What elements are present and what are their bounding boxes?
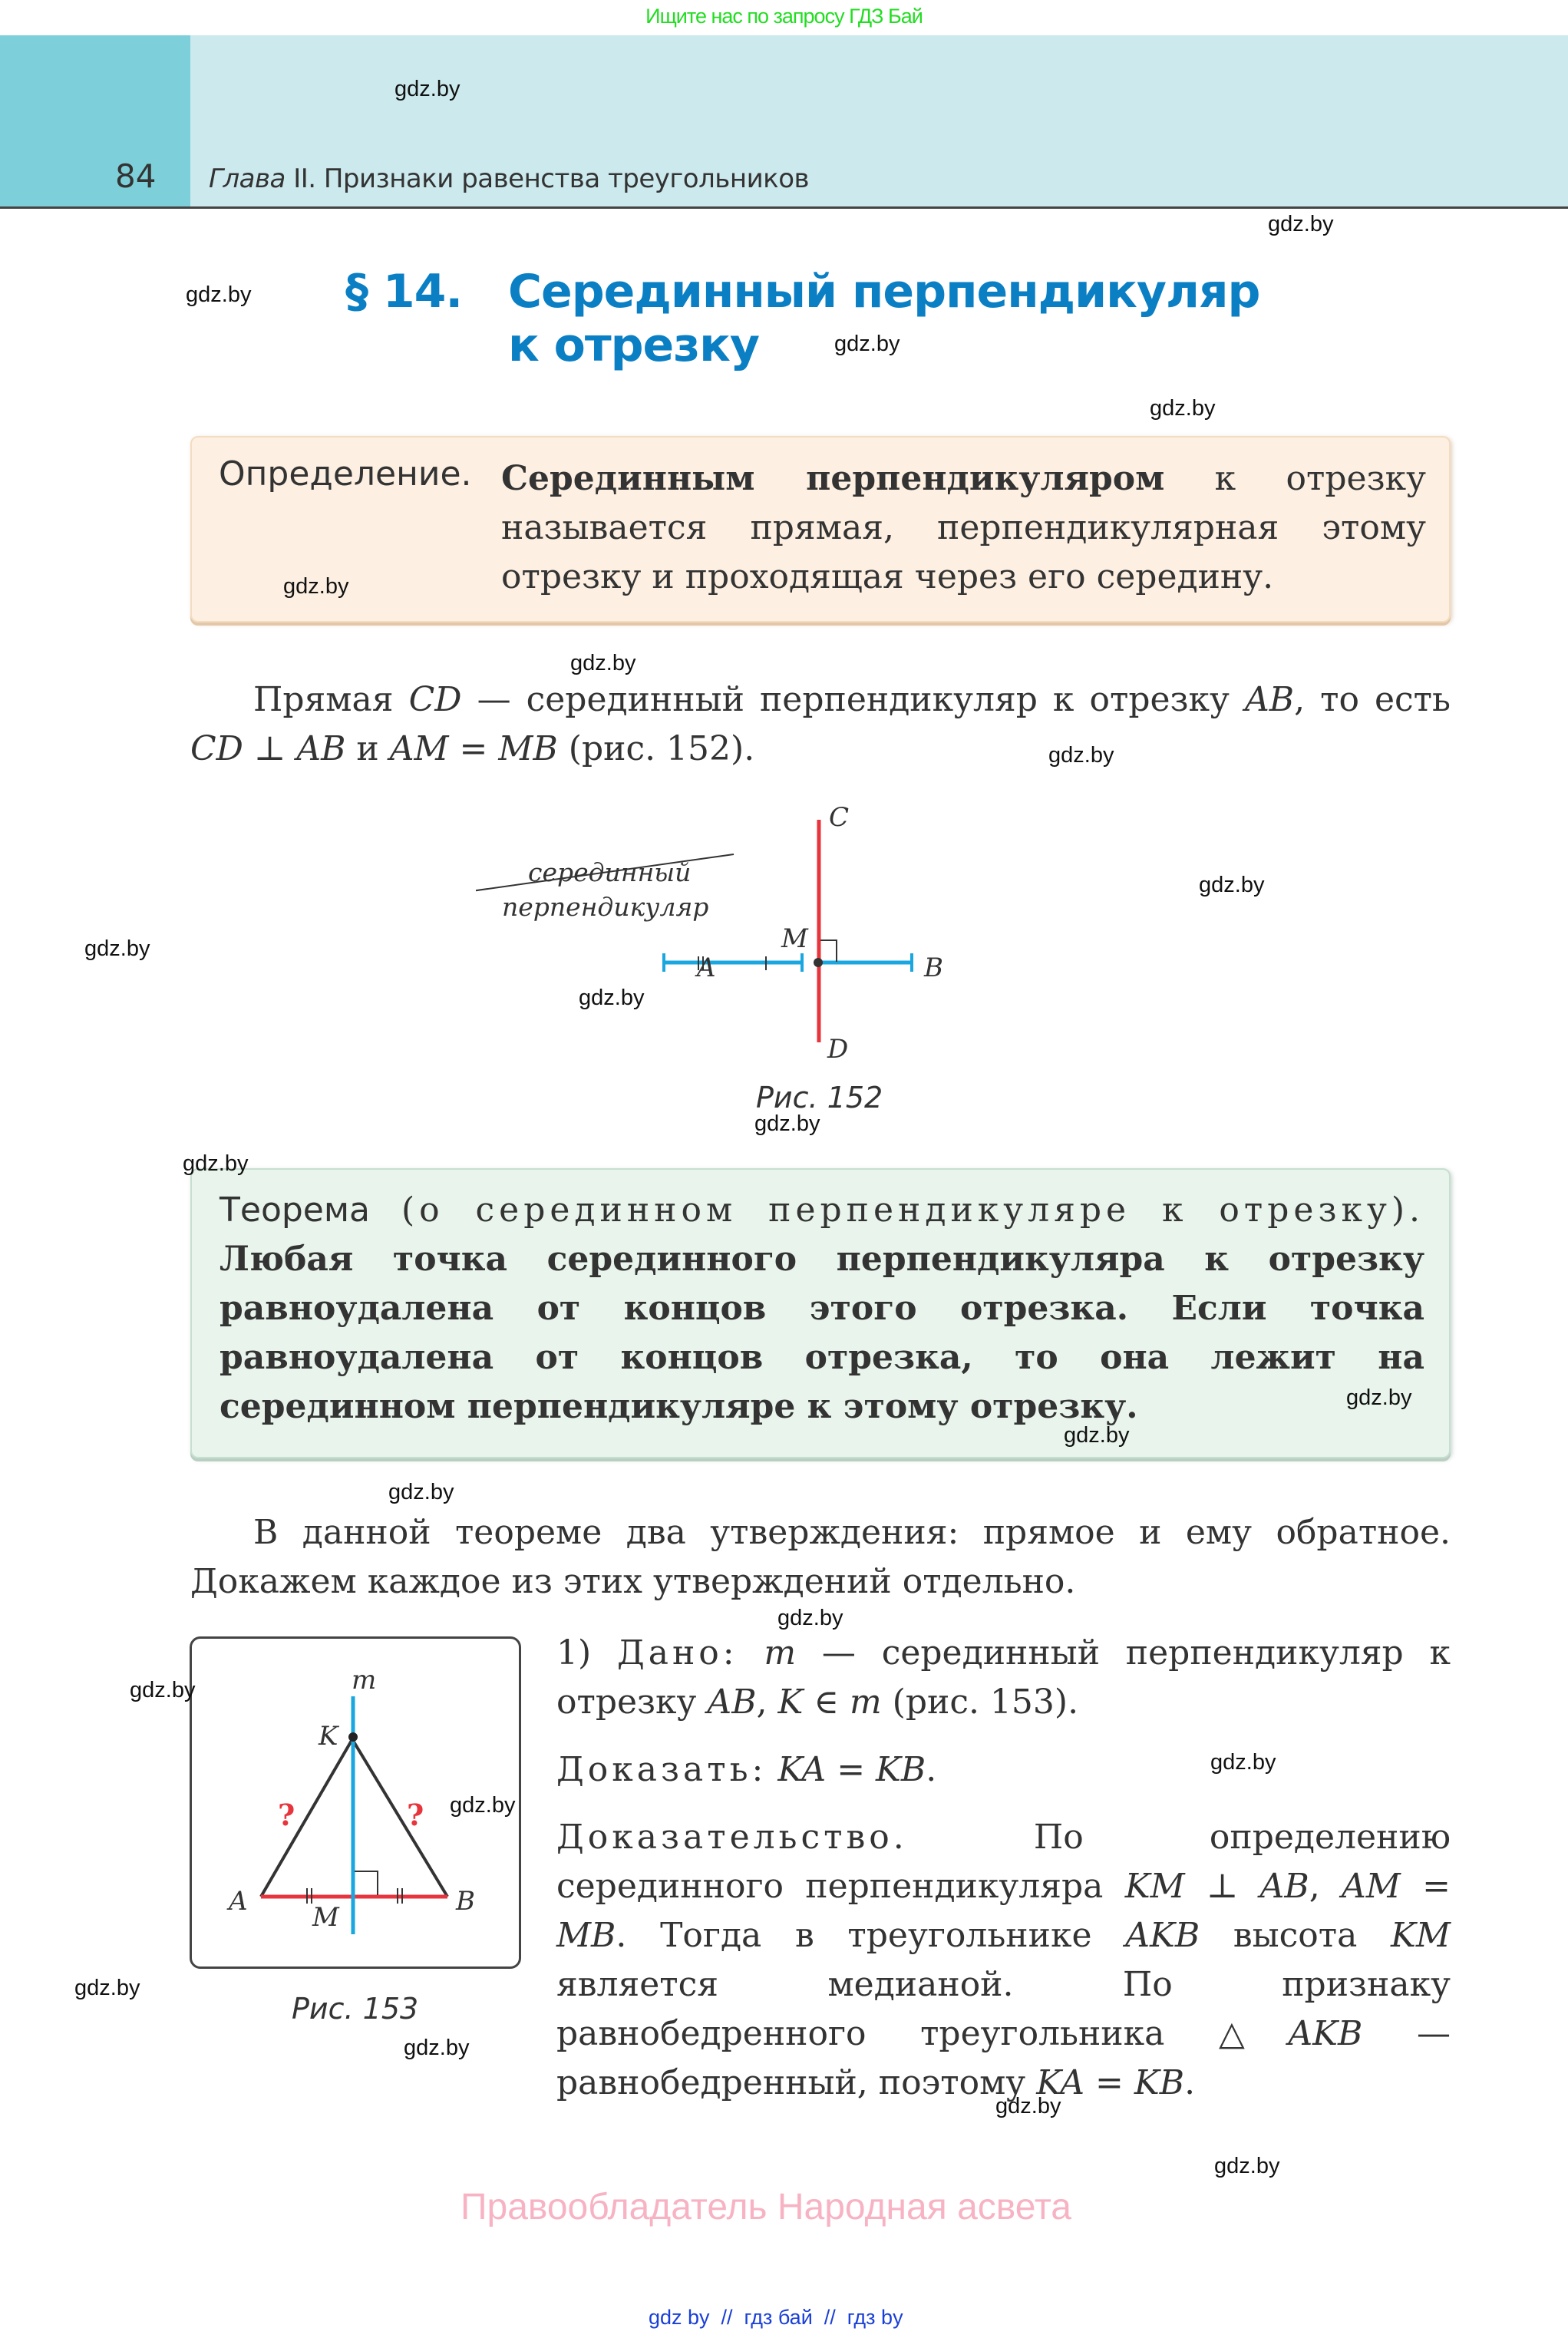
text: , bbox=[756, 1683, 778, 1722]
theorem-subtitle: (о серединном перпендикуляре к отрезку). bbox=[370, 1190, 1424, 1230]
section-title-line2: к отрезку bbox=[508, 319, 759, 372]
math: AKB bbox=[1125, 1916, 1200, 1955]
watermark: gdz.by bbox=[777, 1606, 843, 1630]
definition-text bbox=[501, 454, 1426, 602]
math: MB bbox=[498, 729, 558, 768]
callout-text-1: серединный bbox=[528, 857, 692, 887]
math: m bbox=[764, 1633, 797, 1673]
math: m bbox=[849, 1683, 882, 1722]
section-title-line1: Серединный перпендикуляр bbox=[508, 265, 1260, 319]
paragraph-intro bbox=[190, 675, 1451, 774]
point-k bbox=[348, 1732, 358, 1742]
watermark: gdz.by bbox=[1346, 1385, 1412, 1410]
proof-label: Доказательство. bbox=[556, 1818, 908, 1857]
math: MB bbox=[556, 1916, 616, 1955]
chapter-label: Глава bbox=[209, 163, 286, 194]
text: . bbox=[926, 1750, 937, 1789]
watermark: gdz.by bbox=[579, 986, 645, 1010]
watermark: gdz.by bbox=[1064, 1423, 1130, 1448]
watermark: gdz.by bbox=[754, 1111, 820, 1136]
definition-term: Серединным перпендикуляром bbox=[501, 459, 1165, 498]
math: AM bbox=[1342, 1867, 1401, 1906]
label-c: C bbox=[829, 802, 850, 833]
watermark: gdz.by bbox=[404, 2036, 470, 2060]
math: CD bbox=[408, 680, 462, 719]
figure-153-caption: Рис. 153 bbox=[292, 1992, 419, 2026]
label-m-line: m bbox=[352, 1665, 377, 1696]
paragraph-statements bbox=[190, 1508, 1451, 1607]
math: AM bbox=[389, 729, 449, 768]
definition-body: к отрезку называется прямая, перпендикулярная этому отрезку и проходящая через его середину. bbox=[501, 459, 1426, 596]
prove-label: Доказать: bbox=[556, 1750, 767, 1789]
top-banner[interactable]: Ищите нас по запросу ГДЗ Бай bbox=[645, 5, 923, 28]
math: K bbox=[777, 1683, 804, 1722]
watermark: gdz.by bbox=[1214, 2154, 1280, 2178]
theorem-label: Теорема bbox=[220, 1190, 371, 1230]
math: KA = KB bbox=[767, 1750, 926, 1789]
text: По определению серединного перпендикуляра bbox=[556, 1818, 1451, 1906]
label-a: A bbox=[229, 1886, 248, 1917]
math: CD bbox=[190, 729, 243, 768]
side-kb bbox=[352, 1739, 447, 1897]
text: — серединный перпендикуляр к отрезку bbox=[461, 680, 1245, 719]
text: является медианой. По признаку равнобедренного треугольника bbox=[556, 1965, 1451, 2053]
text: ⊥ bbox=[1184, 1867, 1260, 1906]
proof-given bbox=[556, 1629, 1451, 1727]
figure-152 bbox=[476, 791, 1013, 1144]
watermark: gdz.by bbox=[1199, 873, 1265, 897]
text: и bbox=[345, 729, 390, 768]
text: 1) bbox=[556, 1633, 617, 1673]
theorem-text bbox=[220, 1186, 1424, 1432]
watermark: gdz.by bbox=[1048, 743, 1114, 768]
watermark: gdz.by bbox=[130, 1678, 196, 1702]
label-m-point: M bbox=[312, 1902, 339, 1933]
watermark: gdz.by bbox=[74, 1976, 140, 2000]
proof-body bbox=[556, 1813, 1451, 2108]
watermark: gdz.by bbox=[183, 1151, 249, 1176]
footer-links[interactable]: gdz by // гдз бай // гдз by bbox=[649, 2306, 903, 2329]
watermark: gdz.by bbox=[186, 282, 252, 307]
text: — равнобедренный, поэтому bbox=[556, 2014, 1451, 2102]
text: . bbox=[1184, 2063, 1196, 2102]
text: , то есть bbox=[1294, 680, 1451, 719]
text: . Тогда в треугольнике bbox=[616, 1916, 1126, 1955]
chapter-name: II. Признаки равенства треугольников bbox=[285, 163, 810, 194]
watermark: gdz.by bbox=[1150, 396, 1216, 421]
definition-label: Определение. bbox=[219, 454, 472, 494]
math: KA = KB bbox=[1036, 2063, 1185, 2102]
section-title bbox=[345, 265, 1259, 372]
math: AB bbox=[1244, 680, 1295, 719]
text: Прямая bbox=[253, 680, 409, 719]
given-label: Дано: bbox=[616, 1633, 738, 1673]
header-divider bbox=[0, 206, 1568, 209]
text: = bbox=[1400, 1867, 1451, 1906]
text: (рис. 153). bbox=[881, 1683, 1079, 1722]
watermark: gdz.by bbox=[394, 77, 460, 101]
math: AB bbox=[1259, 1867, 1309, 1906]
text: ⊥ bbox=[243, 729, 297, 768]
page-number: 84 bbox=[115, 157, 157, 195]
watermark: gdz.by bbox=[995, 2094, 1061, 2118]
watermark: gdz.by bbox=[283, 574, 349, 599]
midpoint-m bbox=[814, 958, 823, 967]
math: AB bbox=[296, 729, 346, 768]
text: , bbox=[1309, 1867, 1342, 1906]
math: KM bbox=[1124, 1867, 1185, 1906]
text: В данной теореме два утверждения: прямое и ему обратное. Докажем каждое из этих утверждений отдельно. bbox=[190, 1513, 1451, 1601]
label-a: A bbox=[697, 953, 716, 983]
question-mark-right: ? bbox=[407, 1798, 424, 1832]
text: ∈ bbox=[803, 1683, 850, 1722]
math: AB bbox=[707, 1683, 757, 1722]
text: — серединный перпендикуляр к отрезку bbox=[556, 1633, 1451, 1722]
theorem-statement: Любая точка серединного перпендикуляра к отрезку равноудалена от концов этого отрезка. Если точка равноудалена от концов отрезка, то она лежит на серединном перпендикуляре к этому отрезку. bbox=[220, 1240, 1424, 1426]
watermark: gdz.by bbox=[84, 936, 150, 961]
watermark: gdz.by bbox=[1210, 1750, 1276, 1775]
page-number-tab bbox=[0, 35, 190, 207]
section-number: § 14. bbox=[345, 265, 463, 319]
label-b: B bbox=[456, 1886, 475, 1917]
text: (рис. 152). bbox=[557, 729, 755, 768]
chapter-title bbox=[209, 163, 809, 194]
copyright-notice: Правообладатель Народная асвета bbox=[460, 2187, 1071, 2227]
label-k: K bbox=[319, 1721, 338, 1752]
math: △AKB bbox=[1218, 2014, 1363, 2053]
callout-text-2: перпендикуляр bbox=[502, 892, 709, 922]
label-d: D bbox=[827, 1034, 849, 1065]
label-b: B bbox=[924, 953, 943, 983]
side-ka bbox=[261, 1739, 352, 1897]
figure-152-caption: Рис. 152 bbox=[756, 1081, 883, 1115]
watermark: gdz.by bbox=[450, 1793, 516, 1818]
label-m: M bbox=[781, 923, 808, 954]
watermark: gdz.by bbox=[570, 651, 636, 675]
watermark: gdz.by bbox=[388, 1480, 454, 1504]
text: высота bbox=[1200, 1916, 1391, 1955]
text: = bbox=[448, 729, 499, 768]
watermark: gdz.by bbox=[834, 332, 900, 356]
proof-prove bbox=[556, 1745, 1451, 1795]
question-mark-left: ? bbox=[278, 1798, 295, 1832]
math: KM bbox=[1391, 1916, 1451, 1955]
watermark: gdz.by bbox=[1268, 212, 1334, 236]
